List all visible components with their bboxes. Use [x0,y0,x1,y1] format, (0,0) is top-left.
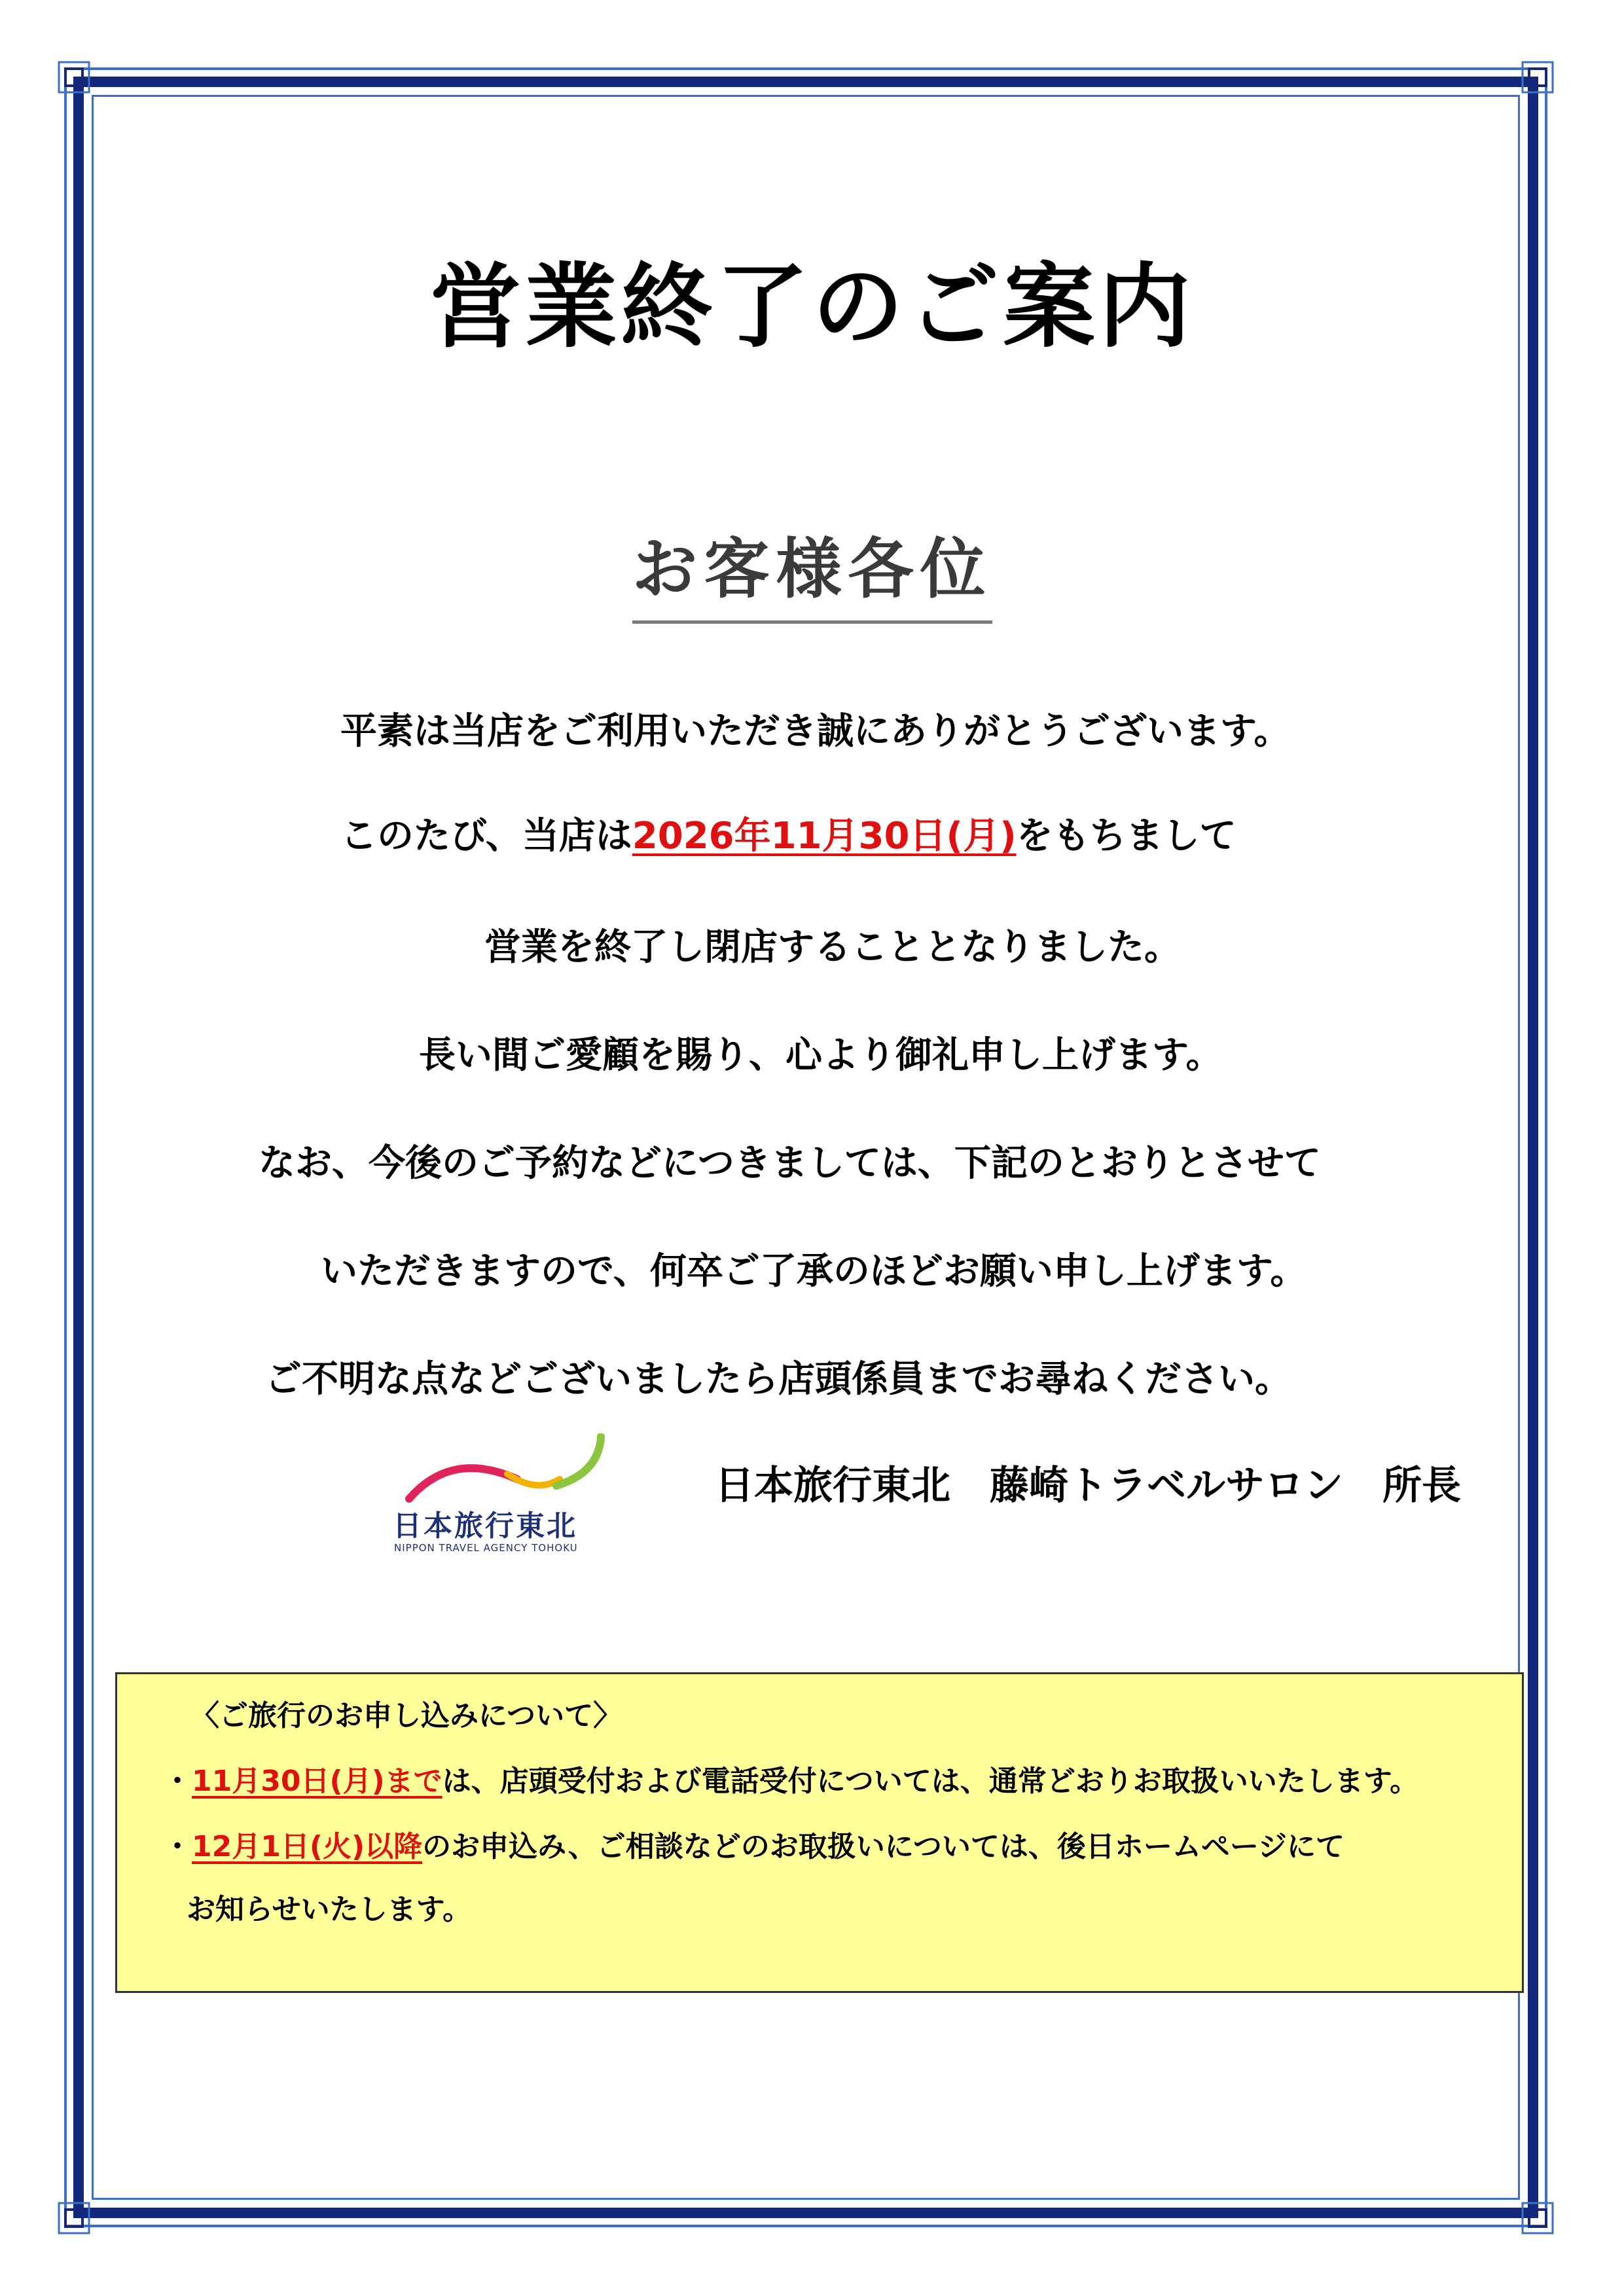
corner-ornament-bottom-left [58,2202,90,2234]
company-logo [393,1433,628,1564]
corner-ornament-top-right [1521,61,1554,94]
notice-item-2-highlight: 12月1日(火)以降 [192,1830,423,1863]
logo-name: 日本旅行東北 [393,1509,577,1543]
notice-item-1-highlight: 11月30日(月)まで [192,1765,442,1798]
body-line-4: 長い間ご愛顧を賜り、心より御礼申し上げます。 [419,1034,1223,1077]
body-line-1: 平素は当店をご利用いただき誠にありがとうございます。 [340,710,1291,753]
notice-item-1-text: は、店頭受付および電話受付については、通常どおりお取扱いいたします。 [442,1765,1419,1798]
body-line-3: 営業を終了し閉店することとなりました。 [484,926,1181,969]
body-line-7: ご不明な点などございましたら店頭係員までお尋ねください。 [265,1358,1291,1401]
corner-ornament-bottom-right [1521,2202,1554,2234]
body-line-6: いただきますので、何卒ご了承のほどお願い申し上げます。 [321,1250,1307,1293]
bullet: ・ [163,1830,192,1863]
notice-item-2-text: のお申込み、ご相談などのお取扱いについては、後日ホームページにて [422,1830,1344,1863]
logo-swoosh-icon [393,1433,628,1505]
salutation: お客様各位 [632,537,992,624]
body-line-2-post: をもちまして [1016,815,1236,857]
closing-date: 2026年11月30日(月) [632,815,1017,857]
signature: 日本旅行東北 藤崎トラベルサロン 所長 [715,1463,1461,1509]
salutation-block [0,531,1624,624]
body-line-2 [340,815,1236,857]
logo-subtitle: NIPPON TRAVEL AGENCY TOHOKU [394,1542,578,1554]
notice-heading: 〈ご旅行のお申し込みについて〉 [190,1699,623,1732]
page-title: 営業終了のご案内 [429,254,1195,361]
notice-item-2 [163,1830,1344,1863]
notice-item-1 [163,1767,1418,1796]
notice-item-2-continued: お知らせいたします。 [187,1893,472,1926]
body-line-2-pre: このたび、当店は [340,815,632,857]
notice-box [115,1672,1524,1993]
corner-ornament-top-left [58,61,90,94]
body-line-5: なお、今後のご予約などにつきましては、下記のとおりとさせて [259,1142,1321,1185]
bullet: ・ [163,1765,192,1798]
